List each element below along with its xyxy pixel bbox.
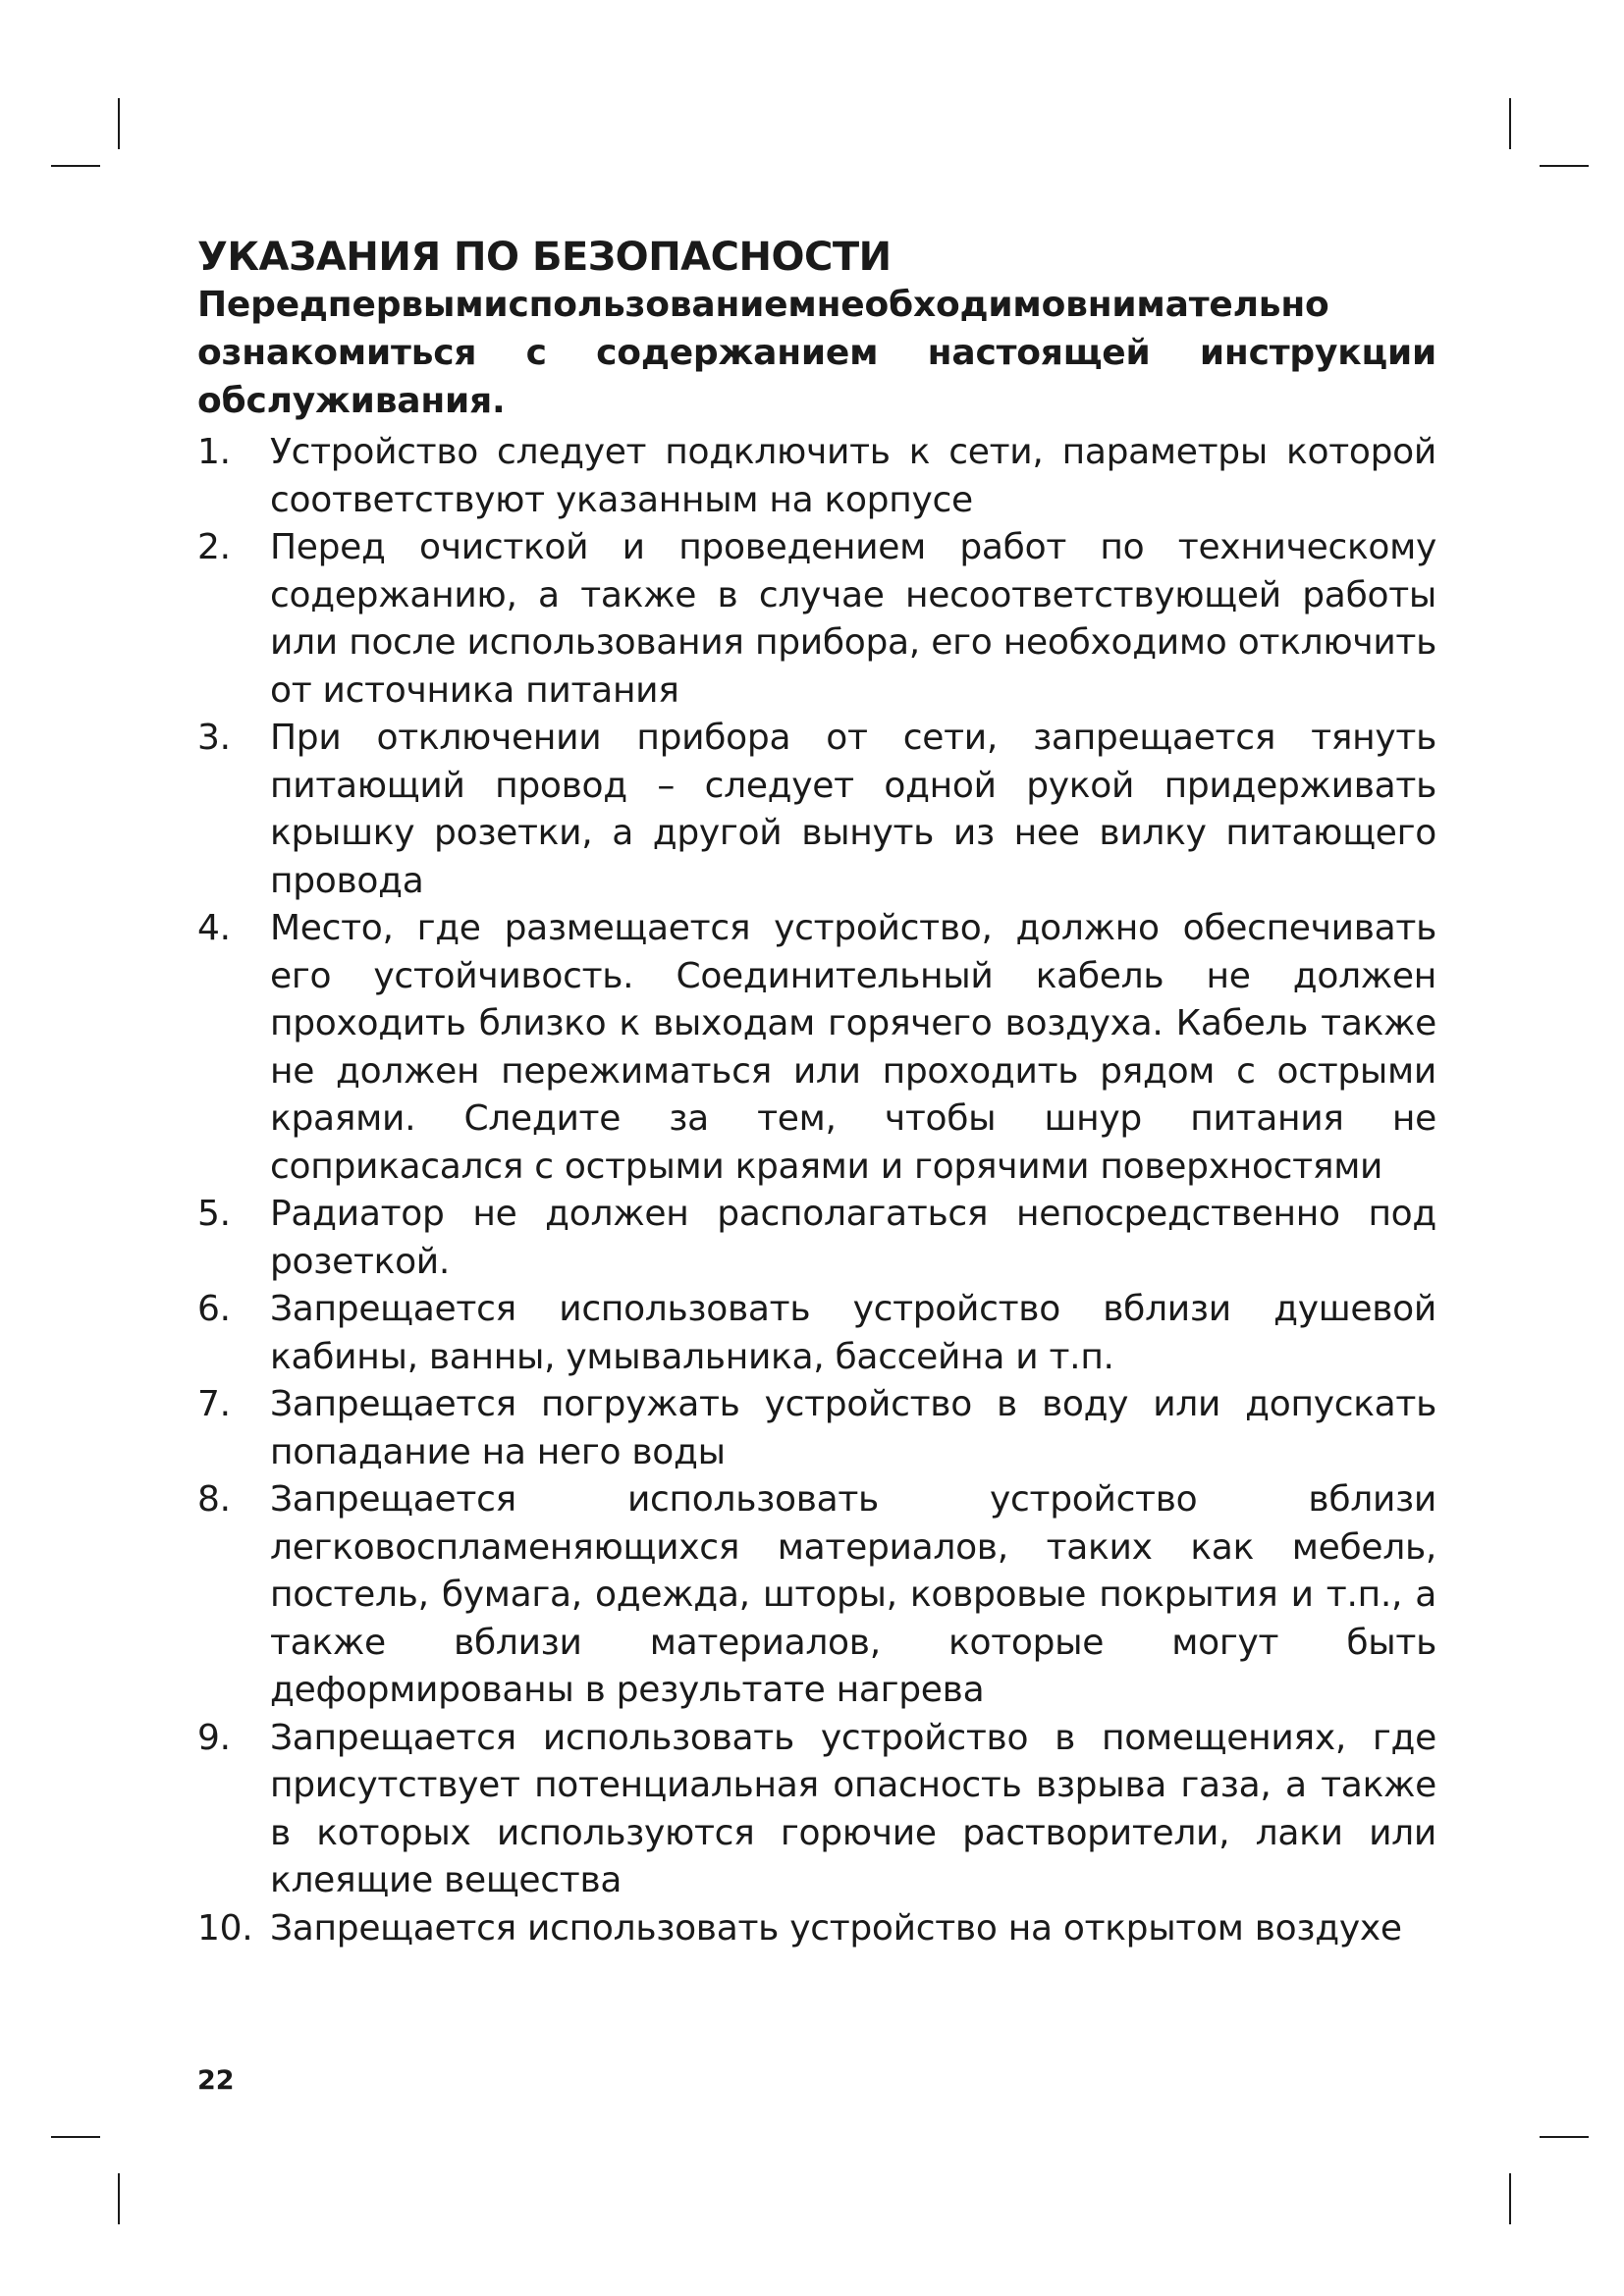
safety-item <box>197 1715 1436 1905</box>
safety-item <box>197 1286 1436 1381</box>
safety-item-text: Запрещается погружать устройство в воду или допускать попадание на него воды <box>270 1384 1436 1472</box>
safety-item-number: 4. <box>197 908 231 948</box>
document-body <box>197 234 1436 1952</box>
safety-item-text: Запрещается использовать устройство на открытом воздухе <box>270 1907 1402 1949</box>
safety-item <box>197 715 1436 905</box>
safety-item-text: При отключении прибора от сети, запрещается тянуть питающий провод – следует одной рукой придерживать крышку розетки, а другой вынуть из нее вилку питающего провода <box>270 718 1436 901</box>
safety-item-text: Запрещается использовать устройство в помещениях, где присутствует потенциальная опасность взрыва газа, а также в которых используются горючие растворители, лаки или клеящие вещества <box>270 1717 1436 1900</box>
safety-item <box>197 1381 1436 1476</box>
safety-item-number: 7. <box>197 1384 231 1424</box>
safety-item-number: 10. <box>197 1907 253 1949</box>
safety-item <box>197 1905 1436 1953</box>
crop-mark-bottom-left-vertical <box>118 2173 120 2224</box>
safety-item-text: Устройство следует подключить к сети, параметры которой соответствуют указанным на корпусе <box>270 432 1436 520</box>
safety-item-number: 2. <box>197 527 231 567</box>
safety-item-number: 3. <box>197 718 231 758</box>
safety-item-text: Запрещается использовать устройство вблизи душевой кабины, ванны, умывальника, бассейна и т.п. <box>270 1289 1436 1377</box>
safety-item-text: Радиатор не должен располагаться непосредственно под розеткой. <box>270 1194 1436 1282</box>
page-title: УКАЗАНИЯ ПО БЕЗОПАСНОСТИ <box>197 235 892 280</box>
safety-item-number: 9. <box>197 1717 231 1758</box>
safety-list <box>197 429 1436 1952</box>
safety-item <box>197 905 1436 1191</box>
crop-mark-top-left-vertical <box>118 98 120 149</box>
safety-item-number: 6. <box>197 1289 231 1329</box>
safety-item-text: Перед очисткой и проведением работ по техническому содержанию, а также в случае несоответствующей работы или после использования прибора, его необходимо отключить от источника питания <box>270 527 1436 711</box>
safety-item <box>197 429 1436 524</box>
crop-mark-top-right-vertical <box>1509 98 1511 149</box>
safety-item-text: Место, где размещается устройство, должно обеспечивать его устойчивость. Соединительный кабель не должен проходить близко к выходам горячего воздуха. Кабель также не должен пережиматься или проходить рядом с острыми краями. Следите за тем, чтобы шнур питания не соприкасался с острыми краями и горячими поверхностями <box>270 908 1436 1187</box>
safety-item <box>197 1476 1436 1715</box>
safety-item-number: 8. <box>197 1479 231 1520</box>
crop-mark-bottom-right-vertical <box>1509 2173 1511 2224</box>
page-number: 22 <box>197 2065 235 2096</box>
crop-mark-top-right-horizontal <box>1540 165 1589 167</box>
safety-item <box>197 524 1436 715</box>
safety-item-number: 1. <box>197 432 231 472</box>
safety-item-number: 5. <box>197 1194 231 1234</box>
safety-item-text: Запрещается использовать устройство вблизи легковоспламеняющихся материалов, таких как мебель, постель, бумага, одежда, шторы, ковровые покрытия и т.п., а также вблизи материалов, которые могут быть деформированы в результате нагрева <box>270 1479 1436 1710</box>
crop-mark-bottom-left-horizontal <box>51 2136 100 2138</box>
crop-mark-top-left-horizontal <box>51 165 100 167</box>
crop-mark-bottom-right-horizontal <box>1540 2136 1589 2138</box>
intro-paragraph: Передпервымиспользованиемнеобходимовнимательно ознакомиться с содержанием настоящей инструкции обслуживания. <box>197 285 1436 421</box>
safety-item <box>197 1191 1436 1286</box>
